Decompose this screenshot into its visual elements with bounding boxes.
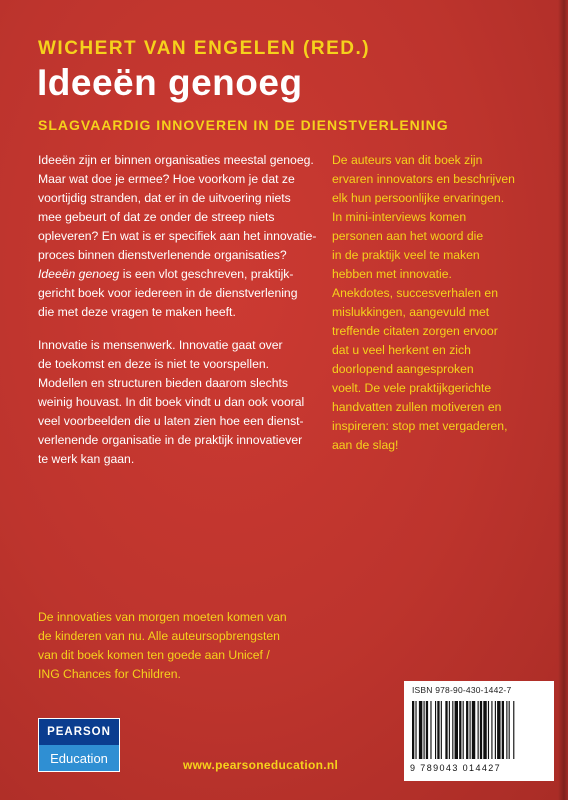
blurb-line: aan de slag! — [332, 438, 399, 452]
blurb-line: doorlopend aangesproken — [332, 362, 474, 376]
blurb-line: ervaren innovators en beschrijven — [332, 172, 515, 186]
isbn-barcode — [404, 681, 554, 781]
blurb-paragraph-1 — [38, 151, 316, 322]
blurb-line-with-title — [38, 265, 316, 284]
barcode-bar — [424, 701, 425, 759]
blurb-paragraph-2 — [38, 336, 304, 469]
author-line: WICHERT VAN ENGELEN (RED.) — [38, 38, 371, 59]
publisher-website: www.pearsoneducation.nl — [183, 758, 339, 772]
pearson-education-logo — [38, 718, 120, 772]
barcode-bar — [509, 701, 510, 759]
blurb-line: te werk kan gaan. — [38, 452, 135, 466]
blurb-line: elk hun persoonlijke ervaringen. — [332, 191, 505, 205]
charity-note — [38, 608, 287, 684]
note-line: De innovaties van morgen moeten komen van — [38, 610, 287, 624]
barcode-bar — [491, 701, 492, 759]
blurb-line: hebben met innovatie. — [332, 267, 452, 281]
barcode-bar — [415, 701, 416, 759]
note-line: ING Chances for Children. — [38, 667, 181, 681]
book-subtitle: SLAGVAARDIG INNOVEREN IN DE DIENSTVERLENING — [38, 117, 449, 133]
blurb-line: treffende citaten zorgen ervoor — [332, 324, 498, 338]
barcode-bar — [419, 701, 422, 759]
blurb-line: veel voorbeelden die u laten zien hoe een dienst- — [38, 414, 304, 428]
blurb-line: voelt. De vele praktijkgerichte — [332, 381, 492, 395]
barcode-bar — [455, 701, 458, 759]
barcode-bar — [470, 701, 471, 759]
authors-blurb — [332, 151, 515, 455]
barcode-digits: 9 789043 014427 — [410, 763, 502, 773]
logo-pearson: PEARSON — [39, 719, 119, 745]
blurb-line: verlenende organisatie in de praktijk innovatiever — [38, 433, 303, 447]
blurb-line: de toekomst en deze is niet te voorspellen. — [38, 357, 270, 371]
blurb-line: Modellen en structuren bieden daarom slechts — [38, 376, 288, 390]
blurb-line: in de praktijk veel te maken — [332, 248, 480, 262]
blurb-line: personen aan het woord die — [332, 229, 484, 243]
blurb-line: opleveren? En wat is er specifiek aan het innovatie- — [38, 229, 317, 243]
barcode-bar — [483, 701, 486, 759]
barcode-bar — [488, 701, 489, 759]
blurb-line: inspireren: stop met vergaderen, — [332, 419, 508, 433]
barcode-bar — [452, 701, 453, 759]
isbn-label: ISBN 978-90-430-1442-7 — [412, 685, 512, 695]
spine-shadow — [558, 0, 568, 800]
barcode-bar — [459, 701, 461, 759]
note-line: van dit boek komen ten goede aan Unicef / — [38, 648, 270, 662]
barcode-bar — [502, 701, 504, 759]
blurb-line: gericht boek voor iedereen in de dienstverlening — [38, 286, 298, 300]
barcode-bar — [426, 701, 428, 759]
book-title: Ideeën genoeg — [37, 62, 303, 103]
note-line: de kinderen van nu. Alle auteursopbrengsten — [38, 629, 280, 643]
barcode-bar — [513, 701, 514, 759]
barcode-bar — [472, 701, 475, 759]
logo-education: Education — [39, 745, 119, 771]
blurb-line: mee gebeurt of dat ze onder de streep niets — [38, 210, 275, 224]
blurb-line: weinig houvast. In dit boek vindt u dan ook vooral — [38, 395, 305, 409]
barcode-bar — [449, 701, 450, 759]
blurb-line: die met deze vragen te maken heeft. — [38, 305, 236, 319]
barcode-bar — [430, 701, 431, 759]
barcode-bars — [412, 701, 546, 759]
barcode-bar — [495, 701, 496, 759]
barcode-bar — [441, 701, 442, 759]
barcode-bar — [466, 701, 468, 759]
blurb-line: In mini-interviews komen — [332, 210, 467, 224]
barcode-bar — [412, 701, 414, 759]
barcode-bar — [480, 701, 482, 759]
blurb-line: De auteurs van dit boek zijn — [332, 153, 483, 167]
blurb-line: mislukkingen, aangevuld met — [332, 305, 490, 319]
blurb-line: dat u veel herkent en zich — [332, 343, 471, 357]
barcode-bar — [435, 701, 436, 759]
blurb-line-rest: is een vlot geschreven, praktijk- — [119, 267, 294, 281]
blurb-line: Ideeën zijn er binnen organisaties meestal genoeg. — [38, 153, 314, 167]
blurb-line: Maar wat doe je ermee? Hoe voorkom je dat ze — [38, 172, 295, 186]
blurb-line: Anekdotes, succesverhalen en — [332, 286, 498, 300]
barcode-bar — [437, 701, 439, 759]
barcode-bar — [478, 701, 479, 759]
italic-book-title: Ideeën genoeg — [38, 267, 120, 281]
barcode-bar — [463, 701, 464, 759]
blurb-line: Innovatie is mensenwerk. Innovatie gaat over — [38, 338, 283, 352]
blurb-line: handvatten zullen motiveren en — [332, 400, 502, 414]
barcode-bar — [445, 701, 447, 759]
barcode-bar — [506, 701, 507, 759]
barcode-bar — [497, 701, 500, 759]
blurb-line: proces binnen dienstverlenende organisaties? — [38, 248, 287, 262]
blurb-line: voortijdig stranden, dat er in de uitvoering niets — [38, 191, 291, 205]
